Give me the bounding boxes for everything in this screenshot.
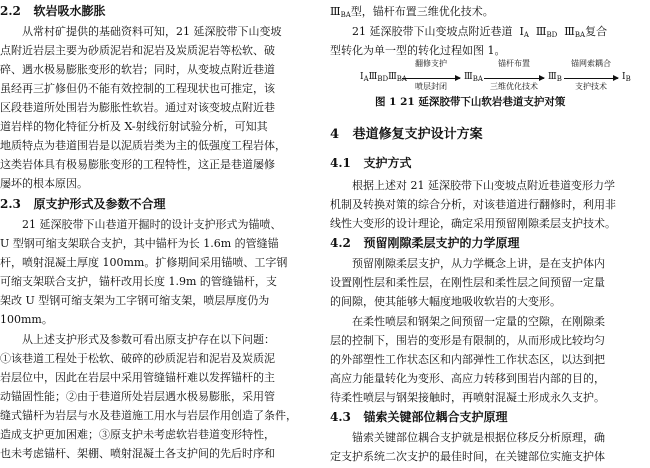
text-line: 设置刚性层和柔性层，在刚性层和柔性层之间预留一定量 <box>330 276 605 289</box>
text-line: 从上述支护形式及参数可看出原支护存在以下问题： <box>22 333 275 346</box>
section-title: 预留刚隙柔层支护的力学原理 <box>363 236 520 250</box>
text-line: 高应力能量转化为变形、高应力转移到围岩内部的目的， <box>330 372 605 385</box>
symbol-subscript: A <box>363 75 369 83</box>
section-4-heading <box>330 127 483 142</box>
text-line: 的间隙，使其能够大幅度地吸收软岩的大变形。 <box>330 295 561 308</box>
symbol-subscript: BA <box>574 31 586 39</box>
text-line: 待柔性喷层与钢架接触时，再喷射混凝土形成永久支护。 <box>330 391 605 404</box>
figure-caption: 图 1 21 延深胶带下山软岩巷道支护对策 <box>375 96 566 108</box>
section-2-2-heading <box>0 4 105 19</box>
symbol-subscript: BD <box>377 75 389 83</box>
text-line: 定支护系统二次支护的最佳时间，在关键部位实施支护体 <box>330 450 605 463</box>
section-title: 软岩吸水膨胀 <box>33 4 106 18</box>
section-title: 锚索关键部位耦合支护原理 <box>363 410 508 424</box>
flow-node <box>548 72 562 83</box>
text-line: 地质特点为巷道围岩是以泥质岩类为主的低强度工程岩体， <box>0 139 286 152</box>
arrow-label-bottom: 支护技术 <box>575 82 607 91</box>
arrow-label-bottom: 喷层封闭 <box>415 82 447 91</box>
symbol-subscript: BA <box>472 75 483 83</box>
text-fragment: 复合 <box>585 25 608 38</box>
section-4-2-heading <box>330 236 519 251</box>
arrow-label-top: 锚网索耦合 <box>571 59 611 68</box>
symbol: Ⅲ <box>388 72 397 82</box>
text-line: 层的控制下，围岩的变形是有限制的，从而形成比较均匀 <box>330 334 605 347</box>
flow-arrow <box>564 78 618 79</box>
section-number: 4.2 <box>330 236 351 250</box>
section-number: 4.1 <box>330 156 351 170</box>
text-line: 锚索关键部位耦合支护就是根据位移反分析原理，确 <box>352 431 605 444</box>
text-line: 杆，喷射混凝土厚度 100mm。扩修期间采用锚喷、工字钢 <box>0 256 288 269</box>
text-line: 可缩支架联合支护，锚杆改用长度 1.9m 的管缝锚杆，支 <box>0 275 277 288</box>
text-line <box>330 24 607 39</box>
text-line: 的外部塑性工作状态区和内部弹性工作状态区，以达到把 <box>330 353 605 366</box>
text-line: 从常村矿提供的基础资料可知，21 延深胶带下山变坡 <box>22 25 282 38</box>
text-line: 100mm。 <box>0 313 53 326</box>
text-line: 型转化为单一型的转化过程如图 1。 <box>330 44 506 57</box>
arrow-label-bottom: 三维优化技术 <box>490 82 538 91</box>
symbol-subscript: B <box>556 75 562 83</box>
text-line: 根据上述对 21 延深胶带下山变坡点附近巷道变形力学 <box>352 179 615 192</box>
symbol: Ⅲ <box>464 72 473 82</box>
text-line <box>330 4 494 19</box>
section-4-1-heading <box>330 156 411 171</box>
text-line: 动锚固性能；②由于巷道所处岩层遇水极易膨胀，采用管 <box>0 390 275 403</box>
arrow-label-top: 锚杆布置 <box>498 59 530 68</box>
section-number: 4 <box>330 127 340 142</box>
symbol: Ⅲ <box>535 25 547 38</box>
symbol-subscript: B <box>625 75 631 83</box>
section-4-3-heading <box>330 410 507 425</box>
text-fragment: 21 延深胶带下山变坡点附近巷道 <box>352 25 513 38</box>
text-line: 21 延深胶带下山巷道开掘时的设计支护形式为锚喷、 <box>22 218 282 231</box>
text-line: ①该巷道工程处于松软、破碎的砂质泥岩和泥岩及炭质泥 <box>0 352 275 365</box>
text-line: 也未考虑锚杆、架棚、喷射混凝土各支护间的先后时序和 <box>0 447 275 460</box>
text-line: 这类岩体具有极易膨胀变形的工程特性，这正是巷道屡修 <box>0 158 275 171</box>
text-line: U 型钢可缩支架联合支护，其中锚杆为长 1.6m 的管缝锚 <box>0 237 279 250</box>
symbol-subscript: BD <box>546 31 558 39</box>
section-title: 巷道修复支护设计方案 <box>352 127 483 142</box>
symbol: I <box>519 25 524 38</box>
text-line: 机制及转换对策的综合分析，对该巷道进行翻修时，利用非 <box>330 198 616 211</box>
section-title: 支护方式 <box>363 156 412 170</box>
text-line: 在柔性喷层和钢架之间预留一定量的空隙，在刚隙柔 <box>352 315 605 328</box>
text-line: 线性大变形的设计理论，确定采用预留刚隙柔层支护技术。 <box>330 217 616 230</box>
flow-arrow <box>484 78 544 79</box>
arrow-label-top: 翻修支护 <box>415 59 447 68</box>
text-line: 道岩样的物化特征分析及 X-射线衍射试验分析，可知其 <box>0 120 268 133</box>
symbol: Ⅲ <box>564 25 575 38</box>
section-title: 原支护形式及参数不合理 <box>33 197 166 211</box>
symbol-subscript: A <box>523 31 529 39</box>
text-line: 岩层位中，因此在岩层中采用管缝锚杆难以发挥锚杆的主 <box>0 371 275 384</box>
section-number: 2.3 <box>0 197 21 211</box>
flow-node <box>464 72 483 83</box>
section-number: 4.3 <box>330 410 351 424</box>
symbol-subscript: BA <box>340 11 351 19</box>
symbol-subscript: BA <box>396 75 407 83</box>
text-line: 预留刚隙柔层支护，从力学概念上讲，是在支护体内 <box>352 257 605 270</box>
symbol: Ⅲ <box>548 72 557 82</box>
text-line: 区段巷道所处围岩为膨胀性软岩。通过对该变坡点附近巷 <box>0 101 275 114</box>
figure-1-flow-diagram <box>360 58 630 92</box>
flow-node <box>622 72 631 83</box>
text-line: 缝式锚杆为岩层与水及巷道施工用水与岩层作用创造了条件， <box>0 409 297 422</box>
text-fragment: 型，锚杆布置三维优化技术。 <box>350 5 494 18</box>
symbol: Ⅲ <box>330 5 341 18</box>
symbol: I <box>360 72 364 82</box>
text-line: 碎、遇水极易膨胀变形的软岩；同时，从变坡点附近巷道 <box>0 63 275 76</box>
text-line: 架改 U 型钢可缩支架为工字钢可缩支架，喷层厚度仍为 <box>0 294 270 307</box>
text-line: 虽经再三扩修但仍不能有效控制的工程现状也可推定，该 <box>0 82 275 95</box>
section-2-3-heading <box>0 197 165 212</box>
symbol: Ⅲ <box>368 72 378 82</box>
flow-node <box>360 72 407 83</box>
flow-arrow <box>402 78 460 79</box>
symbol: I <box>622 72 626 82</box>
text-line: 点附近岩层主要为砂质泥岩和泥岩及炭质泥岩等松软、破 <box>0 44 275 57</box>
text-line: 屡坏的根本原因。 <box>0 177 88 190</box>
section-number: 2.2 <box>0 4 21 18</box>
text-line: 造成支护更加困难；③原支护未考虑软岩巷道变形特性， <box>0 428 275 441</box>
